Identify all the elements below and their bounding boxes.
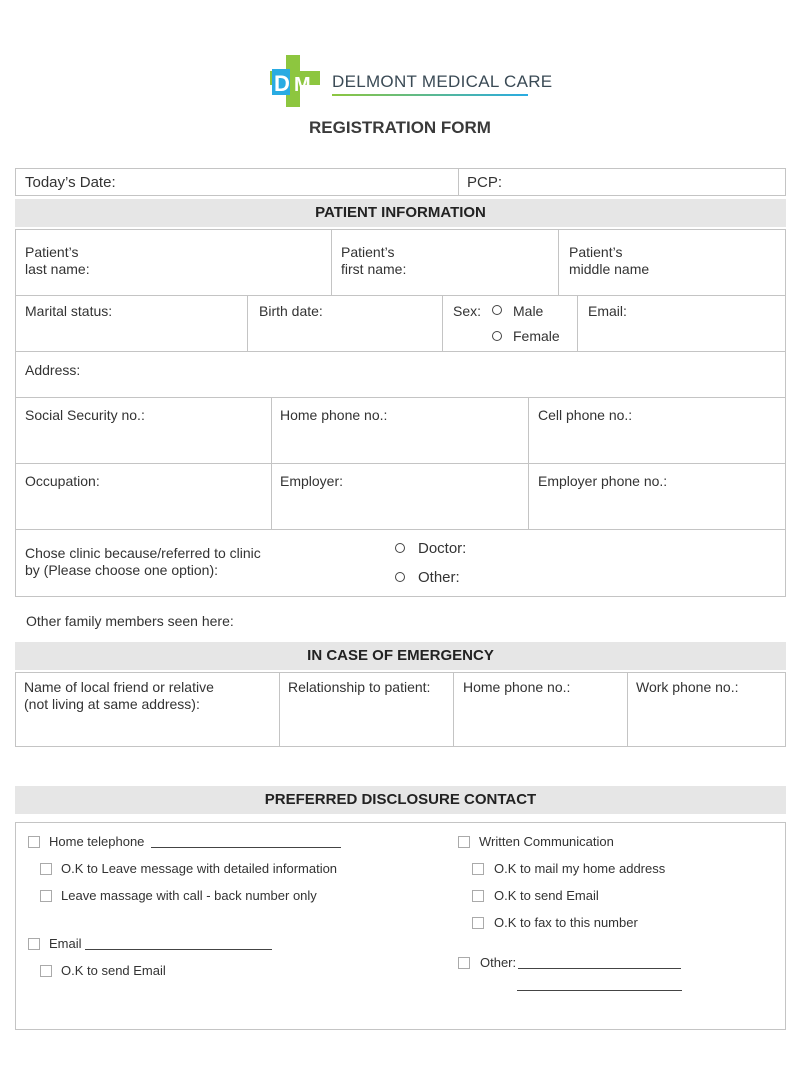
divider [627,672,628,747]
emergency-work-phone-field[interactable] [632,700,781,742]
divider [247,295,248,351]
ok-leave-detailed-label: O.K to Leave message with detailed information [61,861,338,876]
ok-leave-detailed-checkbox[interactable] [40,863,52,875]
first-name-field[interactable] [415,258,553,288]
occupation-field[interactable] [20,494,266,524]
written-communication-label: Written Communication [479,834,614,849]
written-communication-checkbox[interactable] [458,836,470,848]
employer-phone-label: Employer phone no.: [538,473,668,489]
sex-female-radio[interactable] [492,331,502,341]
clinic-doctor-field[interactable] [475,536,780,560]
home-telephone-checkbox[interactable] [28,836,40,848]
sex-female-label: Female [513,328,560,344]
ok-fax-checkbox[interactable] [472,917,484,929]
clinic-other-field[interactable] [470,565,780,591]
divider [15,295,786,296]
divider [577,295,578,351]
ok-mail-home-label: O.K to mail my home address [494,861,666,876]
first-name-label-1: Patient’s [341,244,395,260]
divider [558,229,559,295]
todays-date-label: Today’s Date: [25,174,116,191]
divider [453,672,454,747]
emergency-name-label-2: (not living at same address): [24,696,200,712]
clinic-other-label: Other: [418,569,460,586]
email-pref-label: Email [49,936,82,951]
emergency-work-phone-label: Work phone no.: [636,679,739,695]
leave-callback-label: Leave massage with call - back number only [61,888,317,903]
disclosure-header: PREFERRED DISCLOSURE CONTACT [15,786,786,814]
clinic-choice-label-1: Chose clinic because/referred to clinic [25,545,261,561]
last-name-field[interactable] [100,258,325,288]
occupation-label: Occupation: [25,473,100,489]
emergency-relationship-label: Relationship to patient: [288,679,431,695]
emergency-header: IN CASE OF EMERGENCY [15,642,786,670]
ok-send-email-2-label: O.K to send Email [494,888,599,903]
divider [15,529,786,530]
emergency-home-phone-label: Home phone no.: [463,679,571,695]
patient-info-header: PATIENT INFORMATION [15,199,786,227]
employer-field[interactable] [276,494,523,524]
home-telephone-label: Home telephone [49,834,145,849]
ok-mail-home-checkbox[interactable] [472,863,484,875]
divider [331,229,332,295]
clinic-other-radio[interactable] [395,572,405,582]
ssn-label: Social Security no.: [25,407,145,423]
sex-label: Sex: [453,303,482,319]
leave-callback-checkbox[interactable] [40,890,52,902]
divider [279,672,280,747]
address-label: Address: [25,362,81,378]
home-phone-field[interactable] [276,428,523,458]
clinic-doctor-radio[interactable] [395,543,405,553]
ok-send-email-2-checkbox[interactable] [472,890,484,902]
email-checkbox[interactable] [28,938,40,950]
emergency-home-phone-field[interactable] [458,700,622,742]
divider [15,397,786,398]
divider [15,351,786,352]
delmont-logo-icon [270,55,326,107]
other-checkbox[interactable] [458,957,470,969]
form-title: REGISTRATION FORM [309,118,491,137]
svg-text:D: D [274,71,290,96]
address-field[interactable] [90,356,780,392]
divider [458,168,459,196]
other-line-2[interactable] [517,990,682,991]
clinic-choice-label-2: by (Please choose one option): [25,562,219,578]
brand-underline [332,94,528,96]
divider [271,397,272,529]
pcp-field[interactable] [505,170,783,194]
middle-name-label-1: Patient’s [569,244,623,260]
family-members-field[interactable] [255,608,780,634]
sex-male-label: Male [513,303,544,319]
other-line-1[interactable] [518,968,681,969]
emergency-relationship-field[interactable] [284,700,448,742]
ssn-field[interactable] [20,428,266,458]
home-phone-label: Home phone no.: [280,407,388,423]
pcp-label: PCP: [467,174,503,191]
email-line[interactable] [85,949,272,950]
ok-fax-label: O.K to fax to this number [494,915,638,930]
birth-date-field[interactable] [252,322,437,346]
middle-name-label-2: middle name [569,261,650,277]
family-members-label: Other family members seen here: [26,613,234,629]
emergency-name-label-1: Name of local friend or relative [24,679,214,695]
todays-date-field[interactable] [130,170,455,194]
last-name-label-1: Patient’s [25,244,79,260]
marital-status-label: Marital status: [25,303,113,319]
clinic-doctor-label: Doctor: [418,540,467,557]
cell-phone-label: Cell phone no.: [538,407,633,423]
divider [442,295,443,351]
ok-send-email-label: O.K to send Email [61,963,166,978]
employer-label: Employer: [280,473,344,489]
middle-name-field[interactable] [665,258,780,288]
brand-name: DELMONT MEDICAL CARE [332,72,553,91]
marital-status-field[interactable] [20,322,242,346]
employer-phone-field[interactable] [533,494,780,524]
email-label: Email: [588,303,627,319]
ok-send-email-checkbox[interactable] [40,965,52,977]
first-name-label-2: first name: [341,261,407,277]
email-field[interactable] [582,322,780,346]
home-telephone-line[interactable] [151,847,341,848]
divider [15,463,786,464]
disclosure-box [15,822,786,1030]
cell-phone-field[interactable] [533,428,780,458]
emergency-name-field[interactable] [20,716,274,742]
birth-date-label: Birth date: [259,303,323,319]
divider [528,397,529,529]
sex-male-radio[interactable] [492,305,502,315]
other-label: Other: [480,955,517,970]
last-name-label-2: last name: [25,261,90,277]
svg-text:M: M [294,74,311,96]
